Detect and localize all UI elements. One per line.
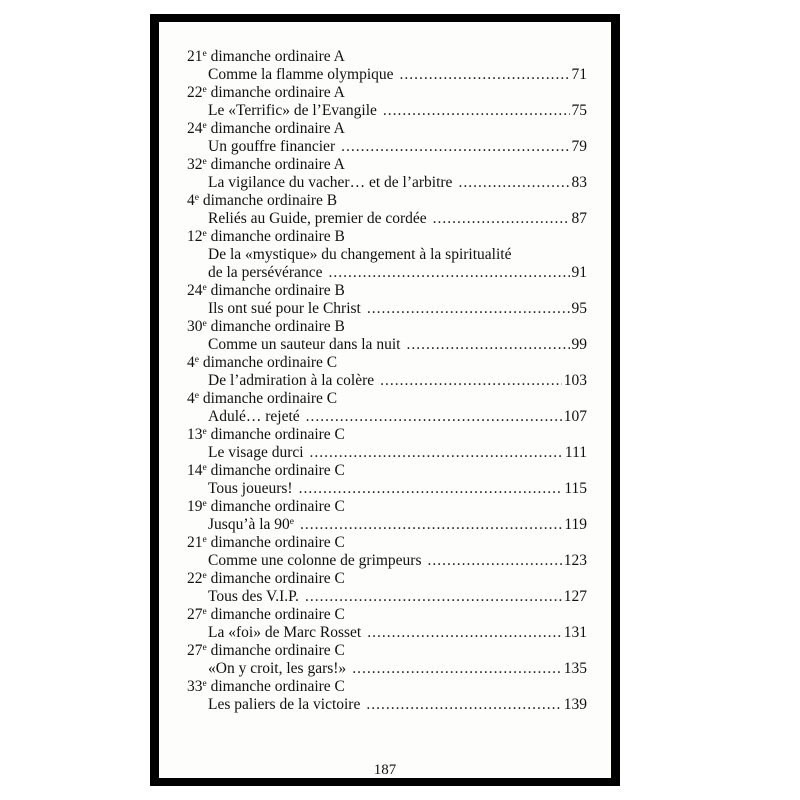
entry-heading [187, 390, 587, 408]
entry-title-text: Adulé… rejeté [208, 407, 300, 425]
ordinal-suffix: e [194, 192, 199, 203]
sunday-number: 21 [187, 534, 203, 552]
entry-title-text: Le visage durci [208, 443, 304, 461]
entry-title-text: Comme un sauteur dans la nuit [208, 335, 401, 353]
ordinal-suffix: e [202, 679, 207, 690]
ordinal-suffix: e [202, 499, 207, 510]
entry-title [208, 588, 299, 606]
entry-page-number: 99 [571, 335, 587, 353]
toc-entry [187, 228, 587, 282]
entry-heading [187, 534, 587, 552]
dot-leader [367, 300, 570, 318]
sunday-number: 4 [187, 390, 195, 408]
heading-text: dimanche ordinaire B [198, 191, 338, 209]
entry-title-text: Le «Terrific» de l’Evangile [208, 101, 377, 119]
ordinal-suffix: e [202, 156, 207, 167]
sunday-number: 33 [187, 678, 203, 696]
entry-page-number: 83 [571, 173, 587, 191]
entry-title-row [187, 516, 587, 534]
sunday-number: 22 [187, 83, 203, 101]
dot-leader [300, 516, 562, 534]
dot-leader [366, 696, 561, 714]
entry-title-text: Un gouffre financier [208, 137, 336, 155]
entry-title-text: Comme la flamme olympique [208, 65, 394, 83]
heading-text: dimanche ordinaire C [198, 354, 338, 372]
entry-heading [187, 642, 587, 660]
toc-entry [187, 390, 587, 426]
dot-leader [400, 66, 570, 84]
table-of-contents [187, 48, 587, 714]
heading-text: dimanche ordinaire B [206, 282, 345, 300]
entry-page-number: 91 [571, 263, 587, 281]
toc-entry [187, 426, 587, 462]
entry-title-text: Tous des V.I.P. [208, 587, 299, 605]
entry-title-text: Reliés au Guide, premier de cordée [208, 209, 427, 227]
dot-leader [306, 408, 562, 426]
heading-text: dimanche ordinaire C [206, 462, 345, 480]
entry-title-row [187, 174, 587, 192]
entry-title-row [187, 444, 587, 462]
entry-page-number: 79 [571, 137, 587, 155]
heading-text: dimanche ordinaire C [206, 570, 345, 588]
dot-leader [458, 174, 569, 192]
entry-title-text: Tous joueurs! [208, 479, 293, 497]
ordinal-suffix: e [202, 535, 207, 546]
sunday-number: 30 [187, 318, 203, 336]
entry-heading [187, 462, 587, 480]
entry-title [208, 372, 374, 390]
dot-leader [310, 444, 563, 462]
dot-leader [428, 552, 562, 570]
sunday-number: 27 [187, 606, 203, 624]
entry-title-text: La vigilance du vacher… et de l’arbitre [208, 173, 453, 191]
ordinal-suffix: e [194, 355, 199, 366]
ordinal-suffix: e [202, 84, 207, 95]
entry-page-number: 139 [563, 695, 587, 713]
entry-title-text: Comme une colonne de grimpeurs [208, 551, 422, 569]
entry-page-number: 103 [563, 371, 587, 389]
dot-leader [380, 372, 562, 390]
toc-entry [187, 570, 587, 606]
dot-leader [299, 480, 563, 498]
entry-heading [187, 606, 587, 624]
ordinal-suffix: e [202, 571, 207, 582]
entry-title [208, 102, 377, 120]
entry-page-number: 87 [571, 209, 587, 227]
entry-title-row [187, 300, 587, 318]
entry-title-text: Jusqu’à la 90 [208, 515, 290, 533]
entry-page-number: 135 [563, 659, 587, 677]
entry-page-number: 119 [564, 515, 587, 533]
entry-page-number: 131 [563, 623, 587, 641]
entry-page-number: 95 [571, 299, 587, 317]
entry-page-number: 127 [563, 587, 587, 605]
toc-entry [187, 84, 587, 120]
dot-leader [328, 264, 569, 282]
sunday-number: 4 [187, 191, 195, 209]
entry-title [208, 66, 394, 84]
entry-title-text: de la persévérance [208, 263, 323, 281]
entry-title-row [187, 66, 587, 84]
toc-entry [187, 534, 587, 570]
entry-title [208, 480, 293, 498]
sunday-number: 32 [187, 155, 203, 173]
entry-title [208, 444, 304, 462]
toc-entry [187, 498, 587, 534]
ordinal-suffix: e [202, 319, 207, 330]
entry-heading [187, 282, 587, 300]
entry-title-row [187, 660, 587, 678]
dot-leader [341, 138, 569, 156]
entry-title-row [187, 552, 587, 570]
entry-title [208, 696, 360, 714]
ordinal-suffix: e [202, 228, 207, 239]
sunday-number: 4 [187, 354, 195, 372]
sunday-number: 24 [187, 282, 203, 300]
entry-title [208, 516, 294, 534]
entry-title-row [187, 210, 587, 228]
heading-text: dimanche ordinaire A [206, 83, 345, 101]
toc-entry [187, 606, 587, 642]
heading-text: dimanche ordinaire B [206, 318, 345, 336]
entry-title [208, 174, 452, 192]
entry-title-row [187, 336, 587, 354]
sunday-number: 19 [187, 498, 203, 516]
entry-title-text: «On y croit, les gars!» [208, 659, 347, 677]
entry-heading [187, 156, 587, 174]
entry-title [208, 660, 346, 678]
sunday-number: 13 [187, 426, 203, 444]
entry-heading [187, 426, 587, 444]
entry-title-text: De l’admiration à la colère [208, 371, 375, 389]
toc-entry [187, 354, 587, 390]
sunday-number: 12 [187, 227, 203, 245]
entry-heading [187, 354, 587, 372]
entry-title-line: De la «mystique» du changement à la spiritualité [208, 245, 512, 263]
sunday-number: 22 [187, 570, 203, 588]
entry-title [208, 210, 427, 228]
entry-title-row [187, 264, 587, 282]
ordinal-suffix: e [202, 283, 207, 294]
dot-leader [433, 210, 570, 228]
heading-text: dimanche ordinaire C [206, 642, 345, 660]
entry-heading [187, 192, 587, 210]
entry-title-row [187, 480, 587, 498]
entry-page-number: 111 [564, 443, 587, 461]
entry-title-row [187, 624, 587, 642]
entry-heading [187, 678, 587, 696]
page-number: 187 [373, 762, 397, 778]
entry-title-row [187, 372, 587, 390]
toc-entry [187, 678, 587, 714]
entry-page-number: 75 [571, 101, 587, 119]
heading-text: dimanche ordinaire C [206, 678, 345, 696]
toc-entry [187, 192, 587, 228]
entry-page-number: 71 [571, 65, 587, 83]
entry-page-number: 115 [564, 479, 587, 497]
toc-entry [187, 156, 587, 192]
sunday-number: 24 [187, 119, 203, 137]
ordinal-suffix: e [194, 391, 199, 402]
sunday-number: 14 [187, 462, 203, 480]
ordinal-suffix: e [202, 120, 207, 131]
entry-title [208, 138, 335, 156]
heading-text: dimanche ordinaire A [206, 48, 345, 65]
sunday-number: 21 [187, 48, 203, 65]
heading-text: dimanche ordinaire C [206, 534, 345, 552]
entry-title-row [187, 102, 587, 120]
toc-entry [187, 282, 587, 318]
dot-leader [406, 336, 569, 354]
dot-leader [305, 588, 562, 606]
heading-text: dimanche ordinaire C [206, 498, 345, 516]
entry-title-text: Ils ont sué pour le Christ [208, 299, 361, 317]
book-page [159, 22, 611, 778]
sunday-number: 27 [187, 642, 203, 660]
entry-title [208, 408, 300, 426]
entry-page-number: 107 [563, 407, 587, 425]
heading-text: dimanche ordinaire C [198, 390, 338, 408]
toc-entry [187, 48, 587, 84]
heading-text: dimanche ordinaire B [206, 227, 345, 245]
toc-entry [187, 462, 587, 498]
entry-heading [187, 498, 587, 516]
entry-heading [187, 570, 587, 588]
heading-text: dimanche ordinaire A [206, 155, 345, 173]
heading-text: dimanche ordinaire C [206, 426, 345, 444]
entry-heading [187, 318, 587, 336]
ordinal-suffix: e [202, 49, 207, 59]
entry-title-row [187, 588, 587, 606]
dot-leader [352, 660, 562, 678]
entry-title-row [187, 408, 587, 426]
ordinal-suffix: e [202, 427, 207, 438]
dot-leader [367, 624, 562, 642]
title-ordinal-suffix: e [289, 516, 295, 527]
toc-entry [187, 642, 587, 678]
entry-heading [187, 228, 587, 246]
heading-text: dimanche ordinaire C [206, 606, 345, 624]
entry-title-row [187, 138, 587, 156]
entry-title [208, 552, 422, 570]
ordinal-suffix: e [202, 463, 207, 474]
entry-page-number: 123 [563, 551, 587, 569]
entry-heading [187, 48, 587, 66]
toc-entry [187, 318, 587, 354]
entry-title [208, 624, 361, 642]
entry-heading [187, 84, 587, 102]
heading-text: dimanche ordinaire A [206, 119, 345, 137]
ordinal-suffix: e [202, 643, 207, 654]
ordinal-suffix: e [202, 607, 207, 618]
entry-title [208, 264, 322, 282]
dot-leader [383, 102, 570, 120]
entry-title [208, 336, 400, 354]
entry-title-text: La «foi» de Marc Rosset [208, 623, 362, 641]
entry-heading [187, 120, 587, 138]
entry-title-row [187, 696, 587, 714]
entry-title [208, 300, 361, 318]
entry-title-text: Les paliers de la victoire [208, 695, 361, 713]
toc-entry [187, 120, 587, 156]
